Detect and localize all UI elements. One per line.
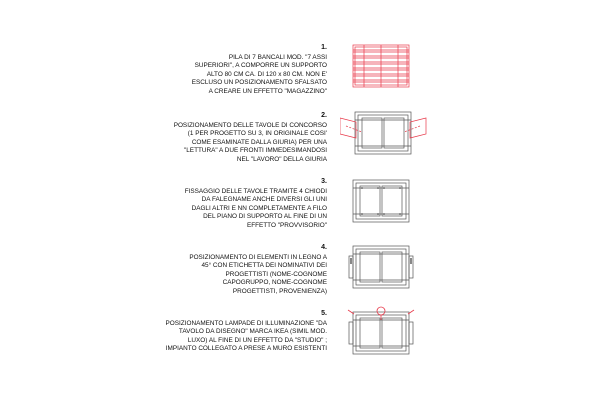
step-number: 3.: [321, 178, 327, 185]
step-description: POSIZIONAMENTO LAMPADE DI ILLUMINAZIONE "DA TAVOLO DA DISEGNO" MARCA IKEA (SIMIL MOD. LUXO) AL FINE DI UN EFFETTO DA "STUDIO" ; IMPIANTO COLLEGATO A PRESE A MURO ESISTENTI: [165, 319, 327, 353]
step-description: PILA DI 7 BANCALI MOD. "7 ASSI SUPERIORI", A COMPORRE UN SUPPORTO ALTO 80 CM CA. DI 120 x 80 CM. NON E' ESCLUSO UN POSIZIONAMENTO SFALSATO A CREARE UN EFFETTO "MAGAZZINO": [191, 53, 327, 95]
figure-boards-nailed: [340, 176, 420, 226]
step-5: [166, 310, 327, 354]
step-description: POSIZIONAMENTO DI ELEMENTI IN LEGNO A 45° CON ETICHETTA DEI NOMINATIVI DEI PROGETTISTI (NOME-COGNOME CAPOGRUPPO, NOME-COGNOME PROGETTISTI, PROVENIENZA): [189, 253, 327, 295]
figure-pallet-stack: [340, 44, 420, 90]
step-3: [185, 178, 327, 231]
figure-name-labels: [340, 242, 420, 292]
step-number: 2.: [321, 112, 327, 119]
figure-boards-positioning: [340, 108, 430, 158]
step-2: [174, 112, 327, 165]
step-1: [192, 44, 327, 97]
figure-lamps: [340, 304, 420, 356]
step-description: POSIZIONAMENTO DELLE TAVOLE DI CONCORSO (1 PER PROGETTO SU 3, IN ORIGINALE COSI' COME ESAMINATE DALLA GIURIA) PER UNA "LETTURA" A DUE FRONTI IMMEDESIMANDOSI NEL "LAVORO" DELLA GIURIA: [173, 121, 327, 163]
step-4: [189, 244, 327, 297]
step-description: FISSAGGIO DELLE TAVOLE TRAMITE 4 CHIODI DA FALEGNAME ANCHE DIVERSI GLI UNI DAGLI ALTRI E NN COMPLETAMENTE A FILO DEL PIANO DI SUPPORTO AL FINE DI UN EFFETTO "PROVVISORIO": [184, 187, 327, 229]
step-number: 1.: [321, 44, 327, 51]
step-number: 5.: [321, 310, 327, 317]
step-number: 4.: [321, 244, 327, 251]
